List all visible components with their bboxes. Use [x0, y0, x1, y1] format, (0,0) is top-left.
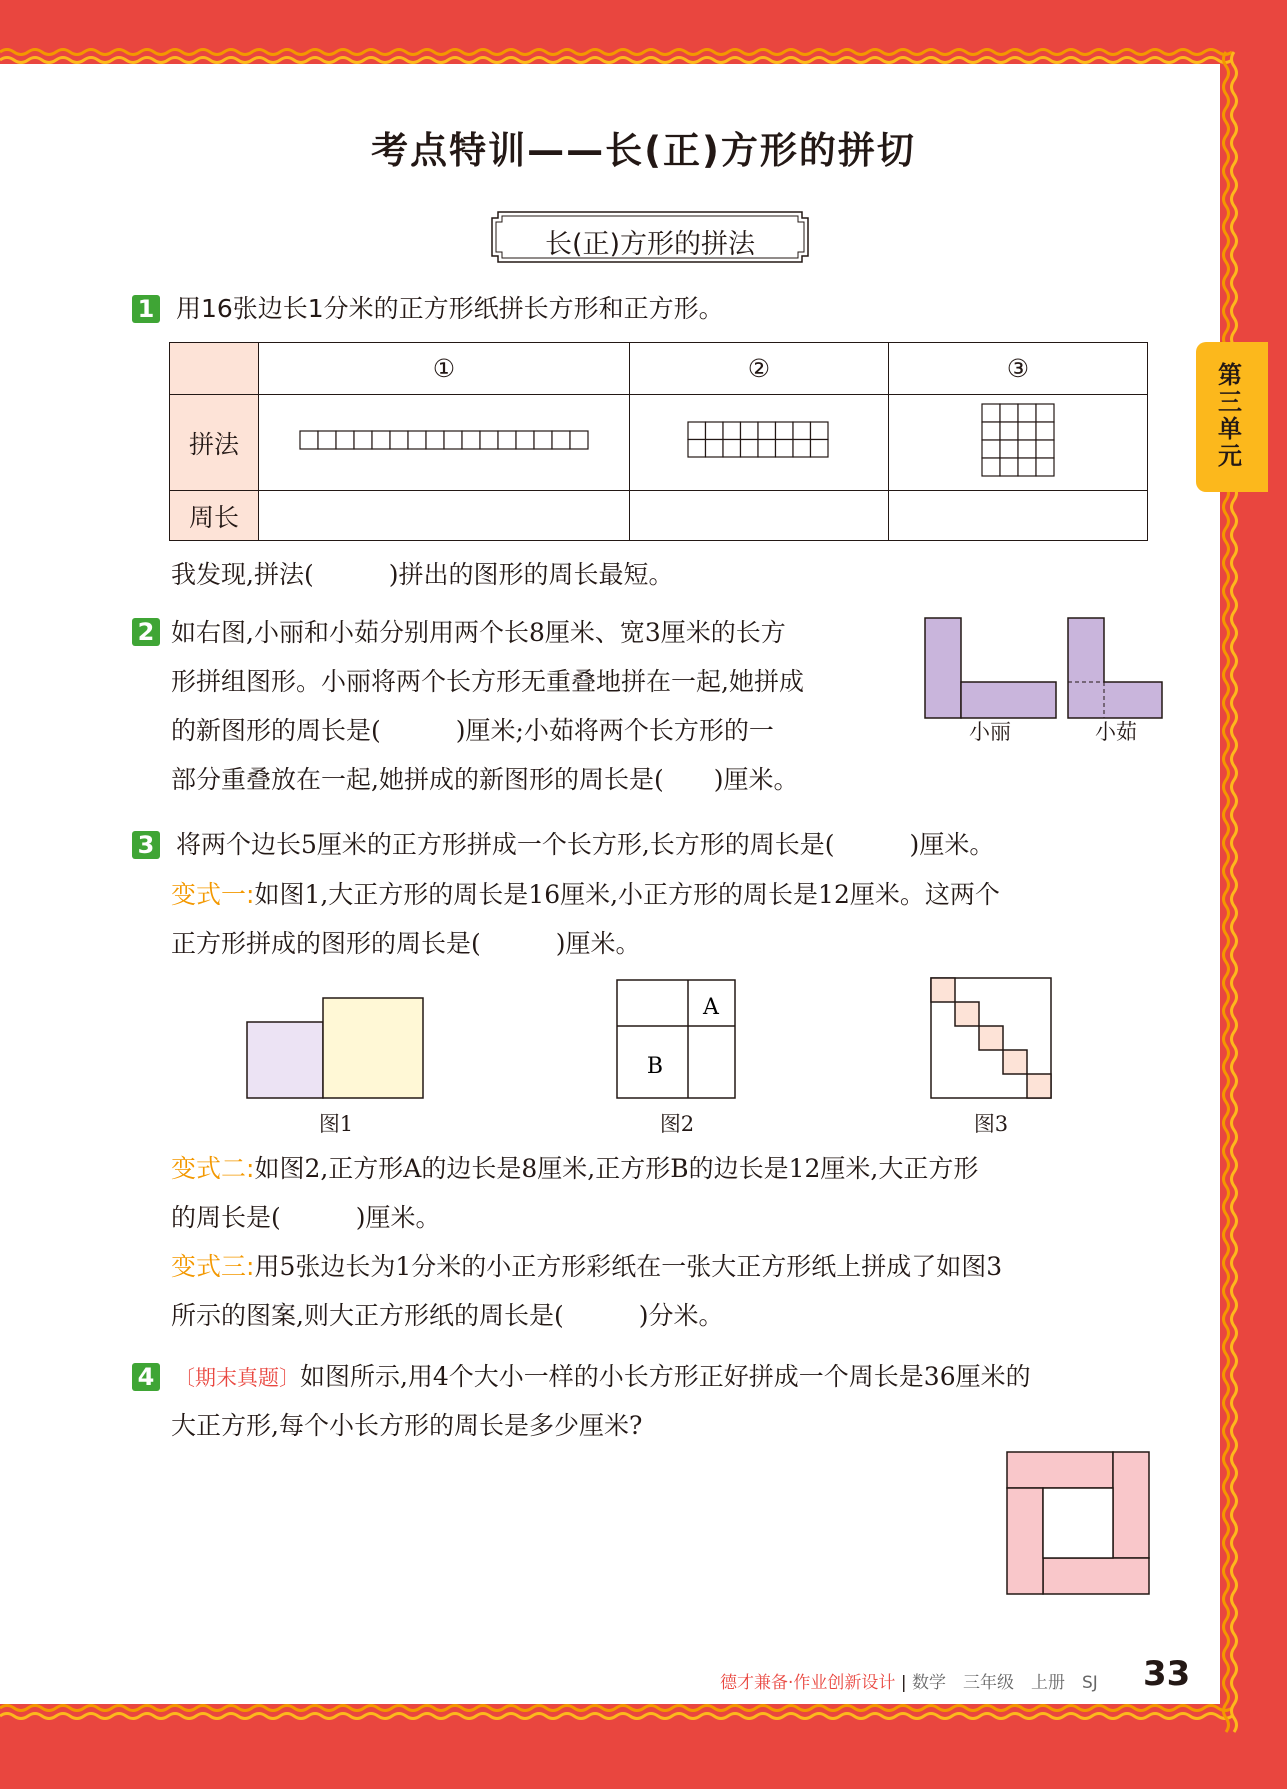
fig3 [931, 978, 1051, 1098]
unit-square [741, 422, 759, 440]
unit-square [758, 439, 776, 457]
q4-text-1: 如图所示,用4个大小一样的小长方形正好拼成一个周长是36厘米的 [299, 1362, 1031, 1391]
q2-number: 2 [132, 618, 160, 646]
unit-square [706, 439, 724, 457]
fig3-small-square [1027, 1074, 1051, 1098]
unit-square [300, 431, 318, 449]
q1-text: 用16张边长1分米的正方形纸拼长方形和正方形。 [175, 294, 724, 323]
fig2-label-b: B [646, 1054, 664, 1079]
fig1-large-square [323, 998, 423, 1098]
arrangement-3-cell [889, 395, 1148, 491]
unit-square [570, 431, 588, 449]
perimeter-answer-1[interactable] [259, 491, 630, 541]
unit-square [982, 422, 1000, 440]
page-number: 33 [1143, 1654, 1191, 1694]
unit-square [1000, 458, 1018, 476]
v3-line-2: 所示的图案,则大正方形纸的周长是( )分米。 [171, 1301, 724, 1330]
q4-figure [1005, 1450, 1155, 1598]
unit-square [793, 422, 811, 440]
q1-line [132, 284, 724, 333]
row-label-pinfa: 拼法 [170, 395, 259, 491]
q3-figures [240, 970, 1160, 1105]
q1-table [169, 342, 1148, 541]
v3-text-1: 用5张边长为1分米的小正方形彩纸在一张大正方形纸上拼成了如图3 [254, 1252, 1003, 1281]
perimeter-answer-2[interactable] [630, 491, 889, 541]
q2-line-1: 如右图,小丽和小茹分别用两个长8厘米、宽3厘米的长方 [171, 618, 786, 647]
unit-square [444, 431, 462, 449]
table-header-1: ① [259, 343, 630, 395]
q2-line-2: 形拼组图形。小丽将两个长方形无重叠地拼在一起,她拼成 [171, 667, 804, 696]
row-label-zhouchang: 周长 [170, 491, 259, 541]
unit-side-tab-label: 第三单元 [1218, 361, 1242, 470]
fig3-small-square [979, 1026, 1003, 1050]
q1-finding: 我发现,拼法( )拼出的图形的周长最短。 [171, 560, 674, 589]
table-header-2: ② [630, 343, 889, 395]
unit-side-tab [1196, 342, 1268, 492]
unit-square [1000, 440, 1018, 458]
q4-number: 4 [132, 1363, 160, 1391]
q2-label-xiaoru: 小茹 [1095, 720, 1137, 744]
unit-square [336, 431, 354, 449]
unit-square [982, 404, 1000, 422]
q4-line-1 [132, 1352, 1031, 1403]
unit-square [390, 431, 408, 449]
arrangement-1-cell [259, 395, 630, 491]
unit-square [758, 422, 776, 440]
unit-square [706, 422, 724, 440]
q3-number: 3 [132, 831, 160, 859]
v1-label: 变式一: [171, 880, 255, 909]
arrangement-2x8 [687, 421, 831, 459]
unit-square [1036, 440, 1054, 458]
fig3-caption: 图3 [973, 1112, 1009, 1136]
fig2-caption: 图2 [659, 1112, 695, 1136]
unit-square [1018, 422, 1036, 440]
arrangement-2-cell [630, 395, 889, 491]
unit-square [723, 439, 741, 457]
page-footer: 德才兼备·作业创新设计 | 数学 三年级 上册 SJ [720, 1673, 1098, 1693]
unit-square [776, 422, 794, 440]
unit-square [498, 431, 516, 449]
unit-square [776, 439, 794, 457]
q4-line-2: 大正方形,每个小长方形的周长是多少厘米? [171, 1411, 643, 1440]
v3-label: 变式三: [171, 1252, 255, 1281]
arrangement-4x4 [981, 403, 1055, 477]
unit-square [793, 439, 811, 457]
v2-text-1: 如图2,正方形A的边长是8厘米,正方形B的边长是12厘米,大正方形 [254, 1154, 979, 1183]
table-corner-cell [170, 343, 259, 395]
unit-square [318, 431, 336, 449]
q2-line-3: 的新图形的周长是( )厘米;小茹将两个长方形的一 [171, 716, 774, 745]
unit-square [811, 439, 829, 457]
v2-line-1 [171, 1144, 978, 1193]
fig2-label-a: A [703, 995, 719, 1020]
unit-square [408, 431, 426, 449]
fig3-small-square [1003, 1050, 1027, 1074]
table-header-3: ③ [889, 343, 1148, 395]
v1-line-2: 正方形拼成的图形的周长是( )厘米。 [171, 929, 641, 958]
v2-line-2: 的周长是( )厘米。 [171, 1203, 441, 1232]
unit-square [1000, 404, 1018, 422]
footer-info: 数学 三年级 上册 SJ [911, 1673, 1098, 1693]
fig1-caption: 图1 [318, 1112, 354, 1136]
unit-square [552, 431, 570, 449]
unit-square [1018, 458, 1036, 476]
q3-line [132, 820, 994, 869]
unit-square [1036, 458, 1054, 476]
unit-square [982, 440, 1000, 458]
unit-square [982, 458, 1000, 476]
v2-label: 变式二: [171, 1154, 255, 1183]
unit-square [1018, 404, 1036, 422]
unit-square [462, 431, 480, 449]
q2-line-4: 部分重叠放在一起,她拼成的新图形的周长是( )厘米。 [171, 765, 799, 794]
unit-square [741, 439, 759, 457]
fig3-small-square [955, 1002, 979, 1026]
unit-square [534, 431, 552, 449]
unit-square [1000, 422, 1018, 440]
xiaoli-rect-horizontal [961, 682, 1056, 718]
q1-number: 1 [132, 295, 160, 323]
xiaoli-rect-vertical [925, 618, 961, 718]
perimeter-answer-3[interactable] [889, 491, 1148, 541]
footer-brand: 德才兼备·作业创新设计 [720, 1673, 896, 1693]
unit-square [723, 422, 741, 440]
unit-square [1036, 422, 1054, 440]
fig3-small-square [931, 978, 955, 1002]
unit-square [1036, 404, 1054, 422]
page-title: 考点特训——长(正)方形的拼切 [371, 129, 916, 172]
q2-label-xiaoli: 小丽 [969, 720, 1011, 744]
unit-square [688, 422, 706, 440]
section-title: 长(正)方形的拼法 [544, 229, 756, 260]
xiaoru-overlap-shape [1068, 618, 1162, 718]
unit-square [372, 431, 390, 449]
unit-square [516, 431, 534, 449]
v3-line-1 [171, 1242, 1002, 1291]
unit-square [688, 439, 706, 457]
arrangement-1x16 [299, 429, 589, 451]
fig1-small-square [247, 1022, 323, 1098]
q3-text: 将两个边长5厘米的正方形拼成一个长方形,长方形的周长是( )厘米。 [175, 830, 995, 859]
section-title-box [490, 210, 810, 264]
unit-square [354, 431, 372, 449]
unit-square [811, 422, 829, 440]
unit-square [426, 431, 444, 449]
q4-tag: 〔期末真题〕 [173, 1366, 300, 1390]
unit-square [1018, 440, 1036, 458]
v1-text-1: 如图1,大正方形的周长是16厘米,小正方形的周长是12厘米。这两个 [254, 880, 1000, 909]
unit-square [480, 431, 498, 449]
v1-line-1 [171, 870, 1000, 919]
